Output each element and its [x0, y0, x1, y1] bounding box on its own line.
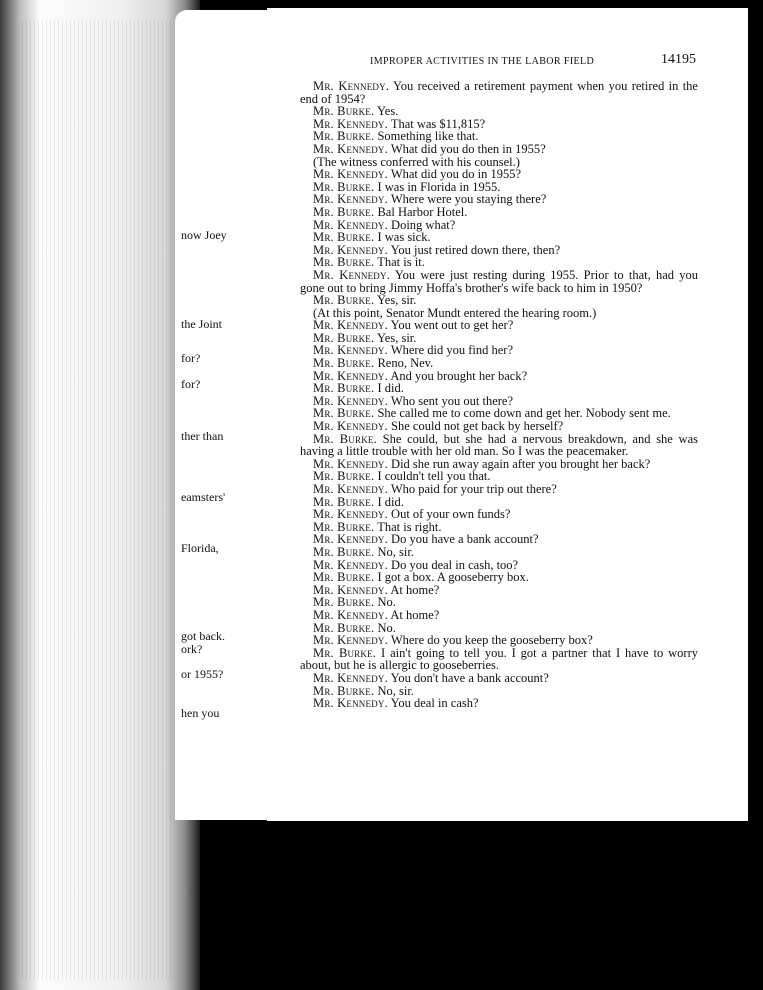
utterance-text: You were just resting during 1955. Prior to that, had you gone out to bring Jimmy Hoffa's brother's wife back to him in 1950? — [300, 267, 698, 295]
utterance-text: You received a retirement payment when you retired in the end of 1954? — [300, 79, 698, 106]
speaker-name: Mr. Burke. — [313, 494, 375, 509]
speaker-name: Mr. Burke. — [313, 129, 375, 144]
utterance-text: You just retired down there, then? — [390, 242, 561, 257]
utterance-text: You deal in cash? — [390, 696, 479, 711]
speaker-name: Mr. Burke. — [313, 179, 375, 194]
transcript-line — [300, 80, 698, 105]
speaker-name: Mr. Kennedy. — [313, 532, 388, 547]
facing-page-edge — [175, 10, 267, 820]
speaker-name: Mr. Burke. — [313, 595, 375, 610]
speaker-name: Mr. Burke. — [313, 356, 375, 371]
transcript-line — [300, 647, 698, 672]
facing-page-fragment: for? — [181, 351, 201, 365]
utterance-text: Yes, sir. — [377, 293, 417, 308]
utterance-text: No. — [377, 595, 396, 610]
utterance-text: What did you do in 1955? — [390, 167, 522, 182]
speaker-name: Mr. Burke. — [313, 330, 375, 345]
utterance-text: I couldn't tell you that. — [377, 469, 491, 484]
speaker-name: Mr. Burke. — [313, 469, 375, 484]
utterance-text: That was $11,815? — [390, 116, 486, 131]
speaker-name: Mr. Burke. — [313, 620, 375, 635]
speaker-name: Mr. Kennedy. — [313, 167, 388, 182]
utterance-text: And you brought her back? — [390, 368, 528, 383]
utterance-text: Do you deal in cash, too? — [391, 557, 519, 572]
speaker-name: Mr. Kennedy. — [313, 456, 388, 471]
speaker-name: Mr. Kennedy. — [313, 141, 388, 156]
speaker-name: Mr. Kennedy. — [313, 79, 390, 93]
transcript-line — [300, 269, 698, 294]
running-title: IMPROPER ACTIVITIES IN THE LABOR FIELD — [370, 56, 595, 67]
speaker-name: Mr. Kennedy. — [313, 557, 388, 572]
facing-page-fragment: hen you — [181, 706, 220, 720]
utterance-text: I ain't going to tell you. I got a partner that I have to worry about, but he is allergic to gooseberries. — [300, 645, 698, 673]
utterance-text: I was sick. — [377, 230, 431, 245]
utterance-text: Did she run away again after you brought her back? — [391, 456, 651, 471]
speaker-name: Mr. Kennedy. — [313, 482, 388, 496]
utterance-text: Do you have a bank account? — [391, 532, 539, 547]
speaker-name: Mr. Kennedy. — [313, 217, 388, 232]
speaker-name: Mr. Kennedy. — [313, 368, 388, 383]
spine-texture — [22, 20, 172, 980]
utterance-text: She could, but she had a nervous breakdown, and she was having a little trouble with her old man. So I was the peacemaker. — [300, 431, 699, 459]
speaker-name: Mr. Burke. — [313, 255, 375, 270]
facing-page-fragment: Florida, — [181, 541, 219, 555]
page-number: 14195 — [661, 52, 696, 67]
utterance-text: Where did you find her? — [390, 343, 514, 358]
facing-page-fragment: ther than — [181, 429, 224, 443]
utterance-text: At home? — [390, 607, 440, 622]
utterance-text: What did you do then in 1955? — [390, 141, 546, 156]
utterance-text: Reno, Nev. — [377, 356, 434, 371]
speaker-name: Mr. Kennedy. — [313, 507, 388, 522]
utterance-text: I did. — [377, 494, 404, 509]
utterance-text: You went out to get her? — [390, 318, 514, 333]
parenthetical-text: (The witness conferred with his counsel.) — [313, 154, 520, 169]
utterance-text: Out of your own funds? — [391, 507, 511, 522]
utterance-text: I was in Florida in 1955. — [377, 179, 501, 194]
speaker-name: Mr. Kennedy. — [313, 607, 388, 622]
speaker-name: Mr. Kennedy. — [313, 318, 388, 333]
speaker-name: Mr. Burke. — [313, 293, 375, 308]
utterance-text: Where were you staying there? — [390, 192, 547, 207]
speaker-name: Mr. Burke. — [313, 645, 377, 660]
facing-page-fragment: ork? — [181, 642, 203, 656]
speaker-name: Mr. Burke. — [313, 381, 375, 396]
utterance-text: That is it. — [377, 255, 425, 270]
utterance-text: Yes, sir. — [377, 330, 417, 345]
utterance-text: You don't have a bank account? — [390, 670, 549, 685]
facing-page-fragment: now Joey — [181, 228, 227, 242]
facing-page-fragment: or 1955? — [181, 667, 224, 681]
utterance-text: No, sir. — [377, 544, 414, 559]
utterance-text: Bal Harbor Hotel. — [377, 204, 468, 219]
utterance-text: She called me to come down and get her. Nobody sent me. — [377, 406, 671, 421]
utterance-text: Yes. — [377, 104, 399, 119]
facing-page-fragment: eamsters' — [181, 490, 226, 504]
speaker-name: Mr. Kennedy. — [313, 343, 388, 358]
utterance-text: That is right. — [377, 519, 442, 534]
utterance-text: Where do you keep the gooseberry box? — [390, 633, 593, 648]
transcript-line — [300, 697, 698, 710]
facing-page-fragment: the Joint — [181, 317, 222, 331]
utterance-text: I got a box. A gooseberry box. — [377, 570, 529, 585]
utterance-text: No. — [377, 620, 396, 635]
speaker-name: Mr. Burke. — [313, 431, 377, 446]
speaker-name: Mr. Burke. — [313, 104, 375, 119]
transcript-line — [300, 433, 698, 458]
utterance-text: Something like that. — [377, 129, 479, 144]
speaker-name: Mr. Kennedy. — [313, 393, 388, 408]
speaker-name: Mr. Kennedy. — [313, 192, 388, 207]
utterance-text: At home? — [390, 582, 440, 597]
speaker-name: Mr. Kennedy. — [313, 696, 388, 711]
utterance-text: No, sir. — [377, 683, 414, 698]
hearing-transcript — [300, 80, 698, 710]
speaker-name: Mr. Kennedy. — [313, 633, 388, 648]
speaker-name: Mr. Kennedy. — [313, 116, 388, 131]
speaker-name: Mr. Burke. — [313, 544, 375, 559]
speaker-name: Mr. Burke. — [313, 204, 375, 219]
parenthetical-text: (At this point, Senator Mundt entered the hearing room.) — [313, 305, 597, 320]
speaker-name: Mr. Burke. — [313, 570, 375, 585]
speaker-name: Mr. Kennedy. — [313, 242, 388, 257]
speaker-name: Mr. Burke. — [313, 519, 375, 534]
facing-page-fragment: got back. — [181, 629, 225, 643]
utterance-text: She could not get back by herself? — [391, 419, 564, 434]
speaker-name: Mr. Burke. — [313, 230, 375, 245]
utterance-text: Doing what? — [391, 217, 456, 232]
speaker-name: Mr. Kennedy. — [313, 267, 391, 282]
facing-page-fragment: for? — [181, 377, 201, 391]
speaker-name: Mr. Burke. — [313, 683, 375, 698]
speaker-name: Mr. Kennedy. — [313, 582, 388, 597]
speaker-name: Mr. Burke. — [313, 406, 375, 421]
utterance-text: Who sent you out there? — [390, 393, 514, 408]
utterance-text: I did. — [377, 381, 404, 396]
speaker-name: Mr. Kennedy. — [313, 419, 388, 434]
utterance-text: Who paid for your trip out there? — [390, 482, 557, 496]
speaker-name: Mr. Kennedy. — [313, 670, 388, 685]
